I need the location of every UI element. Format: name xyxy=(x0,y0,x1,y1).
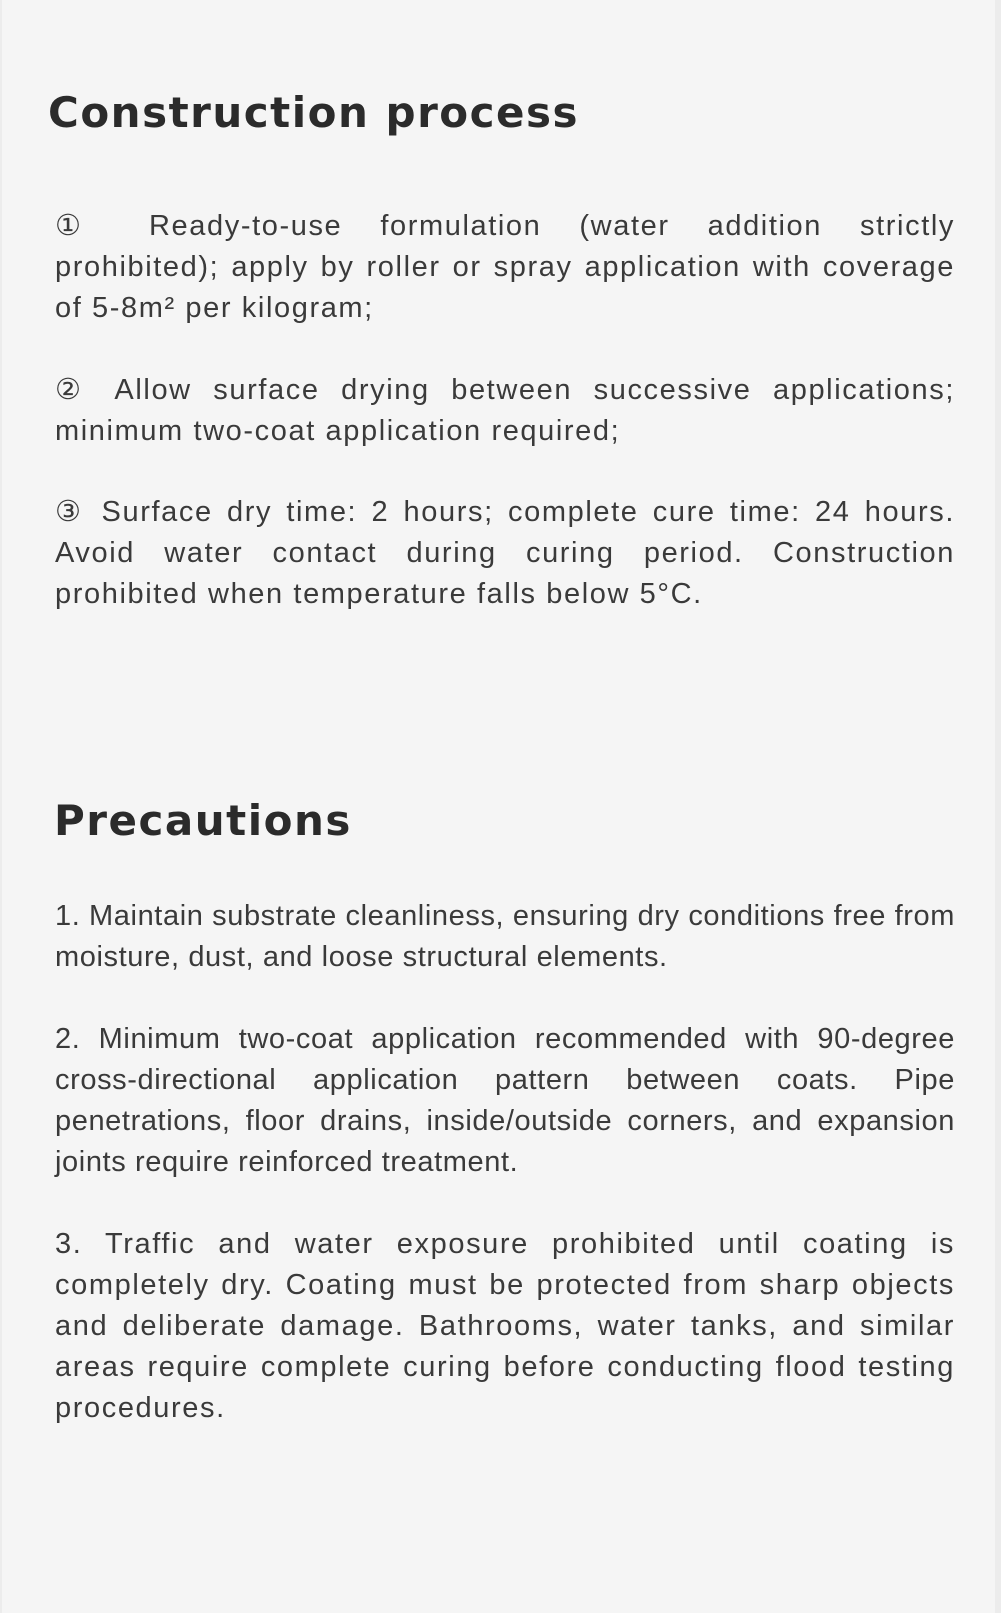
precaution-item-1: 1. Maintain substrate cleanliness, ensuring dry conditions free from moisture, dust, and loose structural elements. xyxy=(55,900,955,973)
precautions-heading: Precautions xyxy=(54,796,352,845)
precaution-item-2: 2. Minimum two-coat application recommended with 90-degree cross-directional application pattern between coats. Pipe penetrations, floor drains, inside/outside corners, and expansion joints require reinforced treatment. xyxy=(55,1023,955,1178)
construction-step-1: ① Ready-to-use formulation (water addition strictly prohibited); apply by roller or spray application with coverage of 5-8m² per kilogram; xyxy=(55,210,955,324)
construction-step-3: ③ Surface dry time: 2 hours; complete cure time: 24 hours. Avoid water contact during curing period. Construction prohibited when temperature falls below 5°C. xyxy=(55,496,955,610)
precaution-item-3: 3. Traffic and water exposure prohibited until coating is completely dry. Coating must be protected from sharp objects and deliberate damage. Bathrooms, water tanks, and similar areas require complete curing before conducting flood testing procedures. xyxy=(55,1228,955,1424)
construction-step-2: ② Allow surface drying between successive applications; minimum two-coat application required; xyxy=(55,374,955,447)
construction-process-heading: Construction process xyxy=(48,88,580,137)
